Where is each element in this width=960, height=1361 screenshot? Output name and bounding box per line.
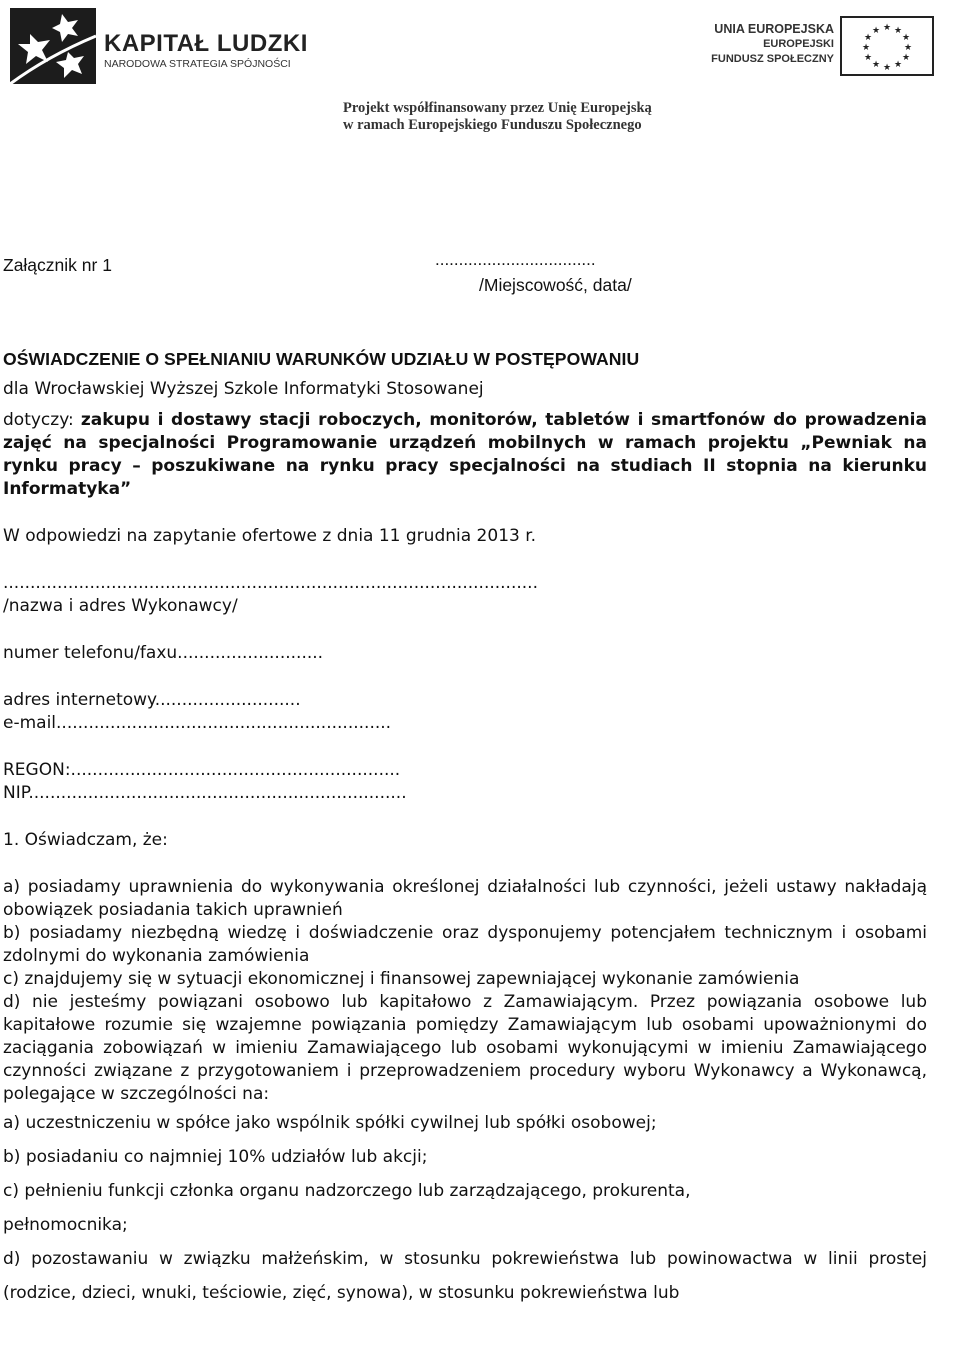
concern [3,409,927,501]
eu-flag-icon [840,16,934,76]
svg-text:★: ★ [893,26,903,36]
svg-text:★: ★ [882,23,892,33]
logo-header [0,0,960,150]
project-line-2: w ramach Europejskiego Funduszu Społecznego [343,117,642,133]
declaration-d-a: a) uczestniczeniu w spółce jako wspólnik spółki cywilnej lub spółki osobowej; [3,1113,657,1133]
kapital-ludzki-subtitle: NARODOWA STRATEGIA SPÓJNOŚCI [104,58,291,70]
place-date-label: /Miejscowość, data/ [479,275,632,295]
contractor-dots: ................................................................................................... [3,573,538,593]
declaration-d-b: b) posiadaniu co najmniej 10% udziałów lub akcji; [3,1147,428,1167]
contractor-label: /nazwa i adres Wykonawcy/ [3,596,238,616]
declaration-d-c: c) pełnieniu funkcji członka organu nadzorczego lub zarządzającego, prokurenta, pełnomocnika; [3,1181,691,1235]
declaration-d-d: d) pozostawaniu w związku małżeńskim, w stosunku pokrewieństwa lub powinowactwa w linii prostej (rodzice, dzieci, wnuki, teściowie, zięć, synowa), w stosunku pokrewieństwa lub [3,1249,927,1303]
svg-text:★: ★ [882,63,892,73]
document-title: OŚWIADCZENIE O SPEŁNIANIU WARUNKÓW UDZIAŁU W POSTĘPOWANIU [3,349,640,369]
recipient: dla Wrocławskiej Wyższej Szkole Informatyki Stosowanej [3,379,484,399]
svg-text:★: ★ [903,43,913,53]
concern-prefix: dotyczy: [3,410,81,430]
ue-line-1: UNIA EUROPEJSKA [714,22,834,36]
declaration-d: d) nie jesteśmy powiązani osobowo lub kapitałowo z Zamawiającym. Przez powiązania osobowe lub kapitałowe rozumie się wzajemne powiązania pomiędzy Zamawiającym lub osobami upoważnionymi do zaciągania zobowiązań w imieniu Zamawiającego lub osobami wykonującymi w imieniu Zamawiającego czynności związane z przygotowaniem i przeprowadzeniem procedury wyboru Wykonawcy a Wykonawcą, polegające w szczególności na: [3,992,927,1104]
svg-text:★: ★ [863,53,873,63]
declaration-c: c) znajdujemy się w sytuacji ekonomicznej i finansowej zapewniającej wykonanie zamówienia [3,969,800,989]
annex-label: Załącznik nr 1 [3,255,112,275]
project-notice [343,100,652,134]
svg-text:★: ★ [871,26,881,36]
reply-reference: W odpowiedzi na zapytanie ofertowe z dnia 11 grudnia 2013 r. [3,526,537,546]
place-date-dots: .................................. [435,250,596,269]
declaration-intro: 1. Oświadczam, że: [3,830,168,850]
regon-field: REGON:............................................................. [3,760,401,780]
declaration-a: a) posiadamy uprawnienia do wykonywania określonej działalności lub czynności, jeżeli ustawy nakładają obowiązek posiadania takich uprawnień [3,877,927,920]
website-field: adres internetowy........................... [3,690,301,710]
ue-text [700,22,834,67]
nip-field: NIP...................................................................... [3,783,407,803]
svg-text:★: ★ [861,43,871,53]
annex-row [3,250,927,296]
svg-text:★: ★ [893,60,903,70]
declaration-b: b) posiadamy niezbędną wiedzę i doświadczenie oraz dysponujemy potencjałem technicznym i osobami zdolnymi do wykonania zamówienia [3,923,927,966]
ue-line-2: EUROPEJSKI [763,38,834,50]
concern-subject: zakupu i dostawy stacji roboczych, monitorów, tabletów i smartfonów do prowadzenia zajęć na specjalności Programowanie urządzeń mobilnych w ramach projektu „Pewniak na rynku pracy – poszukiwane na rynku pracy specjalności na studiach II stopnia na kierunku Informatyka” [3,410,927,499]
document-body [3,250,927,1310]
email-field: e-mail.............................................................. [3,713,392,733]
project-line-1: Projekt współfinansowany przez Unię Europejską [343,100,652,116]
phone-field: numer telefonu/faxu........................... [3,643,324,663]
svg-text:★: ★ [871,60,881,70]
ue-line-3: FUNDUSZ SPOŁECZNY [711,53,834,65]
svg-text:★: ★ [901,33,911,43]
svg-text:★: ★ [863,33,873,43]
svg-text:★: ★ [901,53,911,63]
kapital-ludzki-title: KAPITAŁ LUDZKI [104,30,308,57]
